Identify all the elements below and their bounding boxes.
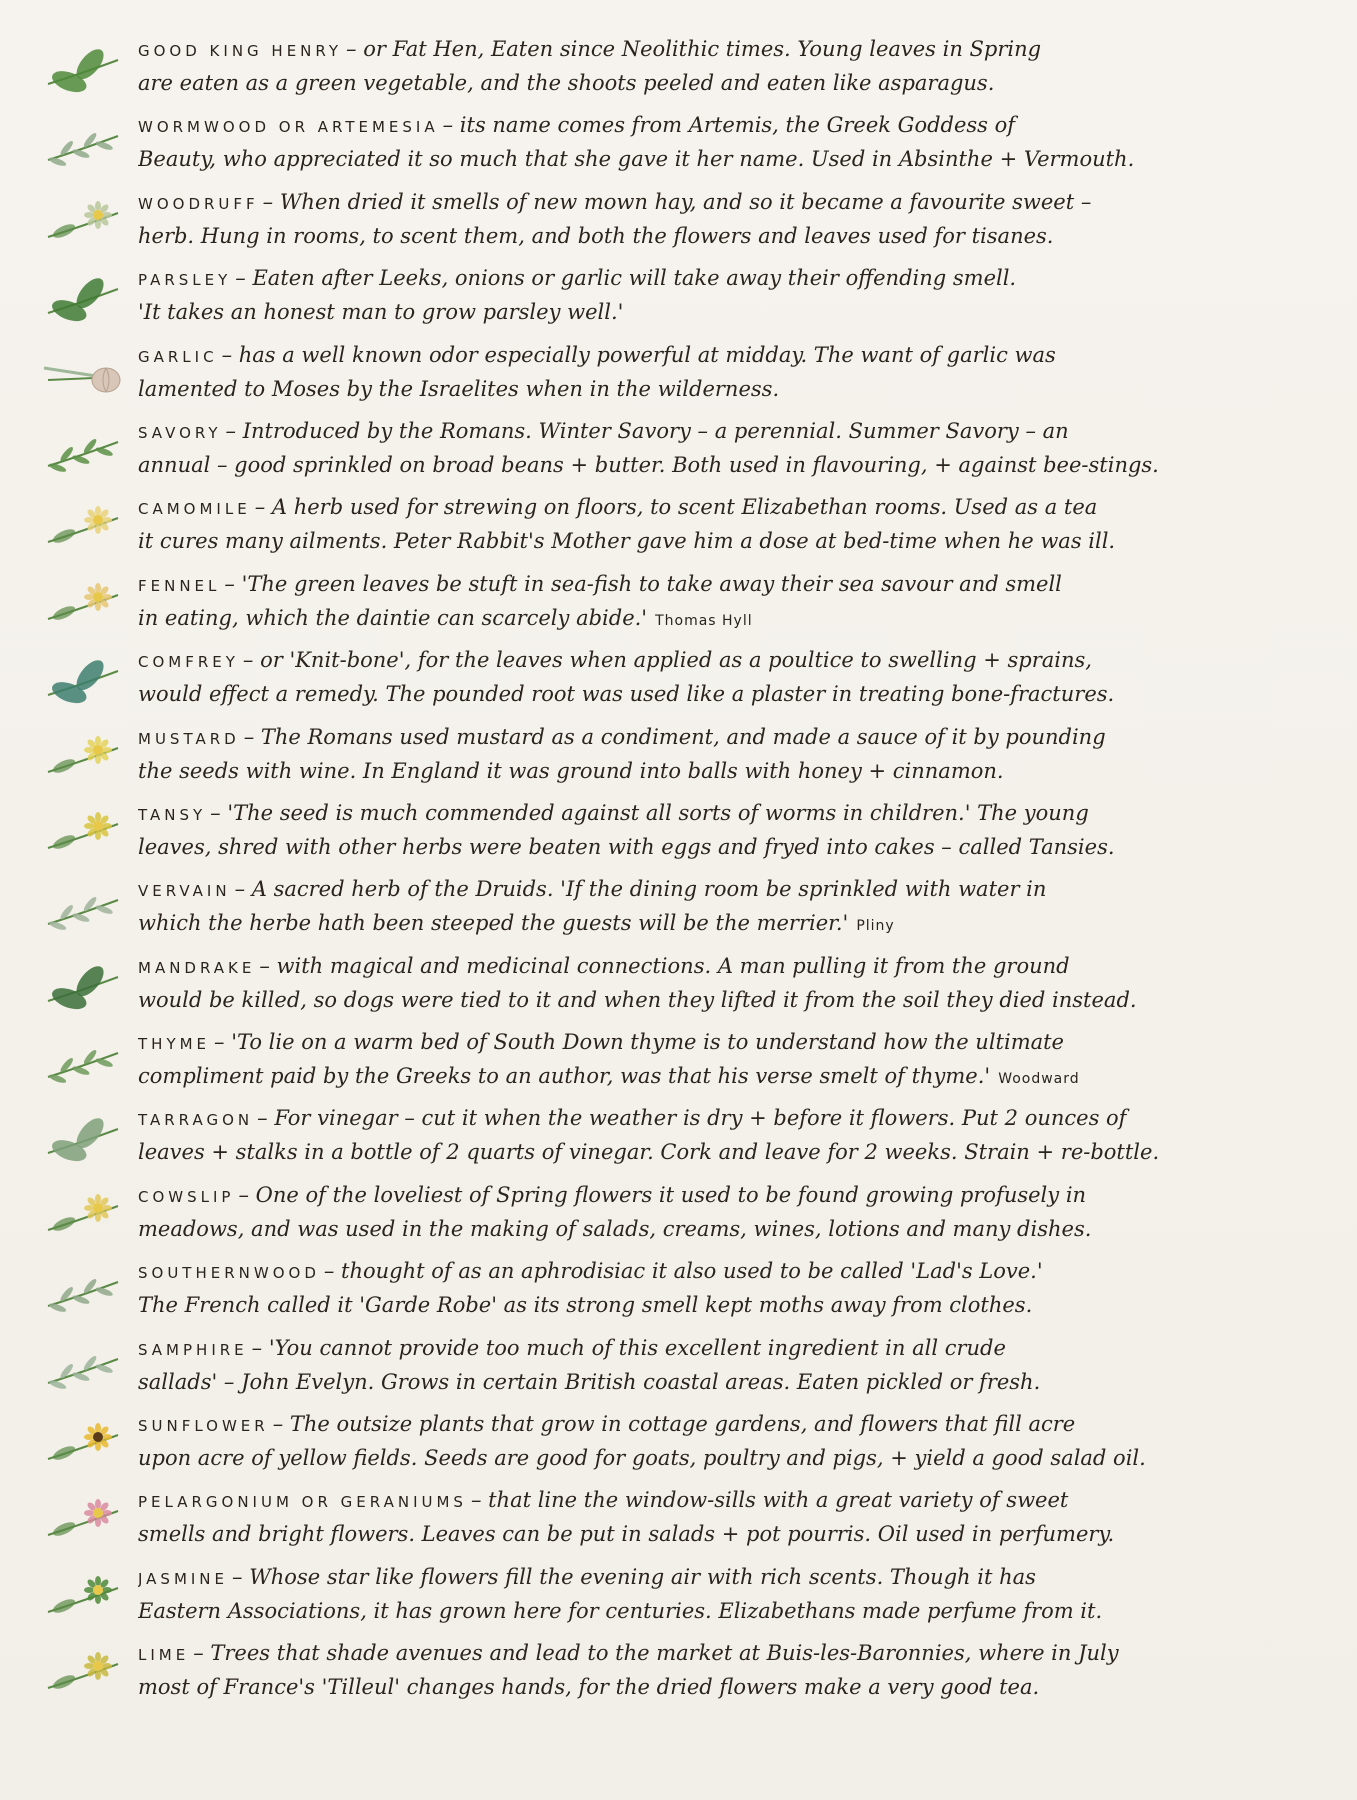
description-line-2	[138, 142, 1288, 176]
quote-attribution: Thomas Hyll	[655, 612, 753, 629]
herb-description	[138, 1101, 1288, 1169]
herb-entries	[0, 28, 1357, 1709]
camomile-flower-icon	[40, 498, 128, 554]
herb-text: – Introduced by the Romans. Winter Savory – a perennial. Summer Savory – an	[225, 418, 1069, 443]
description-line-1	[138, 1483, 1288, 1517]
herb-text: leaves + stalks in a bottle of 2 quarts of vinegar. Cork and leave for 2 weeks. Strain + re-bottle.	[138, 1140, 1160, 1165]
herb-text: – Whose star like flowers fill the evening air with rich scents. Though it has	[232, 1564, 1036, 1589]
herb-entry-jasmine	[0, 1556, 1357, 1632]
description-line-1	[138, 108, 1288, 142]
herb-text: – 'You cannot provide too much of this excellent ingredient in all crude	[251, 1335, 1006, 1360]
mustard-flower-icon	[40, 728, 128, 784]
jasmine-flower-icon	[40, 1568, 128, 1624]
herb-text: – The Romans used mustard as a condiment, and made a sauce of it by pounding	[243, 724, 1106, 749]
herb-description	[138, 261, 1288, 329]
herb-text: which the herbe hath been steeped the guests will be the merrier.'	[138, 911, 849, 936]
tarragon-leaf-icon	[40, 1109, 128, 1165]
description-line-2	[138, 1135, 1288, 1169]
herb-entry-camomile	[0, 486, 1357, 562]
woodruff-flower-icon	[40, 193, 128, 249]
herb-description	[138, 720, 1288, 788]
herb-name: PELARGONIUM OR GERANIUMS	[138, 1493, 467, 1512]
description-line-2	[138, 66, 1288, 100]
description-line-2	[138, 601, 1288, 635]
herb-text: – with magical and medicinal connections. A man pulling it from the ground	[259, 953, 1070, 978]
description-line-2	[138, 906, 1288, 940]
herb-entry-lime	[0, 1632, 1357, 1708]
herb-text: – A herb used for strewing on floors, to scent Elizabethan rooms. Used as a tea	[254, 495, 1098, 520]
savory-sprig-icon	[40, 422, 128, 478]
herb-text: The French called it 'Garde Robe' as its strong smell kept moths away from clothes.	[138, 1293, 1033, 1318]
herb-name: WORMWOOD OR ARTEMESIA	[138, 118, 439, 137]
herb-description	[138, 414, 1288, 482]
herb-description	[138, 1178, 1288, 1246]
herb-description	[138, 1331, 1288, 1399]
description-line-2	[138, 524, 1288, 558]
herb-entry-mandrake	[0, 945, 1357, 1021]
herb-name: COWSLIP	[138, 1187, 235, 1206]
herb-description	[138, 338, 1288, 406]
herb-entry-tansy	[0, 792, 1357, 868]
herb-description	[138, 1483, 1288, 1551]
herb-name: FENNEL	[138, 576, 221, 595]
description-line-2	[138, 1288, 1288, 1322]
description-line-2	[138, 372, 1288, 406]
lime-blossom-icon	[40, 1644, 128, 1700]
herb-name: MUSTARD	[138, 729, 240, 748]
herb-description	[138, 1407, 1288, 1475]
description-line-1	[138, 261, 1288, 295]
sunflower-icon	[40, 1415, 128, 1471]
herb-text: – that line the window-sills with a great variety of sweet	[470, 1488, 1069, 1513]
parsley-leaf-icon	[40, 269, 128, 325]
herb-entry-parsley	[0, 257, 1357, 333]
herb-text: 'It takes an honest man to grow parsley well.'	[138, 300, 624, 325]
herb-text: – When dried it smells of new mown hay, and so it became a favourite sweet –	[262, 189, 1092, 214]
good-king-henry-leaf-icon	[40, 40, 128, 96]
herb-text: upon acre of yellow fields. Seeds are good for goats, poultry and pigs, + yield a good salad oil.	[138, 1446, 1146, 1471]
herb-text: lamented to Moses by the Israelites when in the wilderness.	[138, 376, 780, 401]
description-line-1	[138, 1101, 1288, 1135]
herb-name: MANDRAKE	[138, 958, 256, 977]
mandrake-leaf-icon	[40, 957, 128, 1013]
herb-entry-sunflower	[0, 1403, 1357, 1479]
description-line-2	[138, 295, 1288, 329]
description-line-1	[138, 1407, 1288, 1441]
herb-text: – Trees that shade avenues and lead to the market at Buis-les-Baronnies, where in July	[193, 1641, 1119, 1666]
herb-entry-vervain	[0, 868, 1357, 944]
herb-name: TANSY	[138, 805, 207, 824]
description-line-2	[138, 983, 1288, 1017]
herb-text: – For vinegar – cut it when the weather is dry + before it flowers. Put 2 ounces of	[257, 1106, 1127, 1131]
herb-text: most of France's 'Tilleul' changes hands, for the dried flowers make a very good tea.	[138, 1675, 1040, 1700]
herb-text: – 'The seed is much commended against all sorts of worms in children.' The young	[210, 800, 1089, 825]
description-line-1	[138, 185, 1288, 219]
herb-entry-pelargonium-or-geraniums	[0, 1479, 1357, 1555]
description-line-2	[138, 1517, 1288, 1551]
herb-text: – One of the loveliest of Spring flowers it used to be found growing profusely in	[238, 1182, 1087, 1207]
description-line-1	[138, 949, 1288, 983]
herb-entry-garlic	[0, 334, 1357, 410]
herb-text: would effect a remedy. The pounded root was used like a plaster in treating bone-fractures.	[138, 682, 1115, 707]
herb-description	[138, 32, 1288, 100]
samphire-sprig-icon	[40, 1339, 128, 1395]
herb-text: – its name comes from Artemis, the Greek Goddess of	[442, 113, 1016, 138]
herb-name: THYME	[138, 1035, 211, 1054]
herb-text: annual – good sprinkled on broad beans + butter. Both used in flavouring, + against bee-stings.	[138, 452, 1159, 477]
description-line-1	[138, 1025, 1288, 1059]
herb-text: – Eaten after Leeks, onions or garlic will take away their offending smell.	[235, 266, 1017, 291]
description-line-1	[138, 720, 1288, 754]
herb-entry-wormwood-or-artemesia	[0, 104, 1357, 180]
description-line-1	[138, 1560, 1288, 1594]
herb-name: JASMINE	[138, 1569, 229, 1588]
herb-name: GARLIC	[138, 347, 218, 366]
herb-text: smells and bright flowers. Leaves can be put in salads + pot pourris. Oil used in perfumery.	[138, 1522, 1115, 1547]
tansy-flower-icon	[40, 804, 128, 860]
herb-text: – 'The green leaves be stuft in sea-fish to take away their sea savour and smell	[224, 571, 1062, 596]
description-line-1	[138, 796, 1288, 830]
herb-entry-mustard	[0, 716, 1357, 792]
herb-text: the seeds with wine. In England it was ground into balls with honey + cinnamon.	[138, 758, 1004, 783]
quote-attribution: Pliny	[856, 918, 895, 935]
thyme-sprig-icon	[40, 1033, 128, 1089]
description-line-2	[138, 448, 1288, 482]
herb-description	[138, 1560, 1288, 1628]
herb-text: – The outsize plants that grow in cottage gardens, and flowers that fill acre	[272, 1412, 1076, 1437]
herb-description	[138, 185, 1288, 253]
description-line-1	[138, 490, 1288, 524]
herb-name: PARSLEY	[138, 271, 232, 290]
herb-entry-comfrey	[0, 639, 1357, 715]
herb-name: SOUTHERNWOOD	[138, 1264, 320, 1283]
southernwood-sprig-icon	[40, 1262, 128, 1318]
description-line-2	[138, 1365, 1288, 1399]
herb-entry-tarragon	[0, 1097, 1357, 1173]
herb-text: Beauty, who appreciated it so much that she gave it her name. Used in Absinthe + Vermouth.	[138, 147, 1135, 172]
description-line-1	[138, 567, 1288, 601]
herb-text: herb. Hung in rooms, to scent them, and both the flowers and leaves used for tisanes.	[138, 223, 1054, 248]
wormwood-sprig-icon	[40, 116, 128, 172]
herb-name: WOODRUFF	[138, 194, 259, 213]
herb-text: – has a well known odor especially powerful at midday. The want of garlic was	[221, 342, 1056, 367]
cowslip-flower-icon	[40, 1186, 128, 1242]
herb-name: TARRAGON	[138, 1111, 254, 1130]
herb-entry-thyme	[0, 1021, 1357, 1097]
herb-entry-samphire	[0, 1327, 1357, 1403]
herb-name: LIME	[138, 1646, 190, 1665]
description-line-2	[138, 1594, 1288, 1628]
herb-name: VERVAIN	[138, 882, 231, 901]
description-line-1	[138, 32, 1288, 66]
description-line-2	[138, 830, 1288, 864]
description-line-1	[138, 1178, 1288, 1212]
herb-text: – or 'Knit-bone', for the leaves when applied as a poultice to swelling + sprains,	[242, 648, 1092, 673]
herb-entry-good-king-henry	[0, 28, 1357, 104]
herb-name: SUNFLOWER	[138, 1417, 269, 1436]
herb-text: in eating, which the daintie can scarcely abide.'	[138, 605, 648, 630]
herb-name: COMFREY	[138, 653, 239, 672]
description-line-1	[138, 414, 1288, 448]
herb-name: SAVORY	[138, 423, 222, 442]
description-line-1	[138, 1636, 1288, 1670]
description-line-2	[138, 677, 1288, 711]
description-line-2	[138, 754, 1288, 788]
garlic-bulb-icon	[40, 346, 128, 402]
fennel-flower-icon	[40, 575, 128, 631]
description-line-2	[138, 1441, 1288, 1475]
herb-text: leaves, shred with other herbs were beaten with eggs and fryed into cakes – called Tansies.	[138, 834, 1115, 859]
herb-description	[138, 949, 1288, 1017]
herb-entry-woodruff	[0, 181, 1357, 257]
pelargonium-flower-icon	[40, 1491, 128, 1547]
herb-text: Eastern Associations, it has grown here for centuries. Elizabethans made perfume from it.	[138, 1598, 1103, 1623]
herb-text: – or Fat Hen, Eaten since Neolithic times. Young leaves in Spring	[346, 37, 1042, 61]
herb-description	[138, 1254, 1288, 1322]
herb-text: – A sacred herb of the Druids. 'If the dining room be sprinkled with water in	[234, 877, 1047, 902]
comfrey-leaf-icon	[40, 651, 128, 707]
herb-entry-cowslip	[0, 1174, 1357, 1250]
description-line-2	[138, 1212, 1288, 1246]
description-line-2	[138, 219, 1288, 253]
herb-text: compliment paid by the Greeks to an author, was that his verse smelt of thyme.'	[138, 1064, 991, 1089]
herb-entry-fennel	[0, 563, 1357, 639]
herb-name: GOOD KING HENRY	[138, 42, 343, 60]
vervain-sprig-icon	[40, 880, 128, 936]
description-line-1	[138, 338, 1288, 372]
herb-description	[138, 490, 1288, 558]
herb-text: sallads' – John Evelyn. Grows in certain British coastal areas. Eaten pickled or fresh.	[138, 1369, 1041, 1394]
herb-description	[138, 567, 1288, 635]
herb-text: – thought of as an aphrodisiac it also used to be called 'Lad's Love.'	[323, 1259, 1043, 1284]
herb-description	[138, 872, 1288, 940]
herb-name: SAMPHIRE	[138, 1340, 248, 1359]
herb-text: it cures many ailments. Peter Rabbit's Mother gave him a dose at bed-time when he was ill.	[138, 529, 1116, 554]
herb-entry-savory	[0, 410, 1357, 486]
description-line-1	[138, 1254, 1288, 1288]
quote-attribution: Woodward	[998, 1071, 1080, 1088]
description-line-1	[138, 872, 1288, 906]
description-line-2	[138, 1059, 1288, 1093]
herb-entry-southernwood	[0, 1250, 1357, 1326]
herb-description	[138, 643, 1288, 711]
description-line-1	[138, 1331, 1288, 1365]
herb-description	[138, 1025, 1288, 1093]
herb-text: would be killed, so dogs were tied to it and when they lifted it from the soil they died instead.	[138, 987, 1137, 1012]
herb-description	[138, 796, 1288, 864]
description-line-2	[138, 1670, 1288, 1704]
herb-name: CAMOMILE	[138, 500, 251, 519]
herb-text: – 'To lie on a warm bed of South Down thyme is to understand how the ultimate	[214, 1030, 1064, 1055]
herb-text: meadows, and was used in the making of salads, creams, wines, lotions and many dishes.	[138, 1216, 1092, 1241]
herb-text: are eaten as a green vegetable, and the shoots peeled and eaten like asparagus.	[138, 71, 995, 95]
herb-description	[138, 1636, 1288, 1704]
description-line-1	[138, 643, 1288, 677]
herb-description	[138, 108, 1288, 176]
